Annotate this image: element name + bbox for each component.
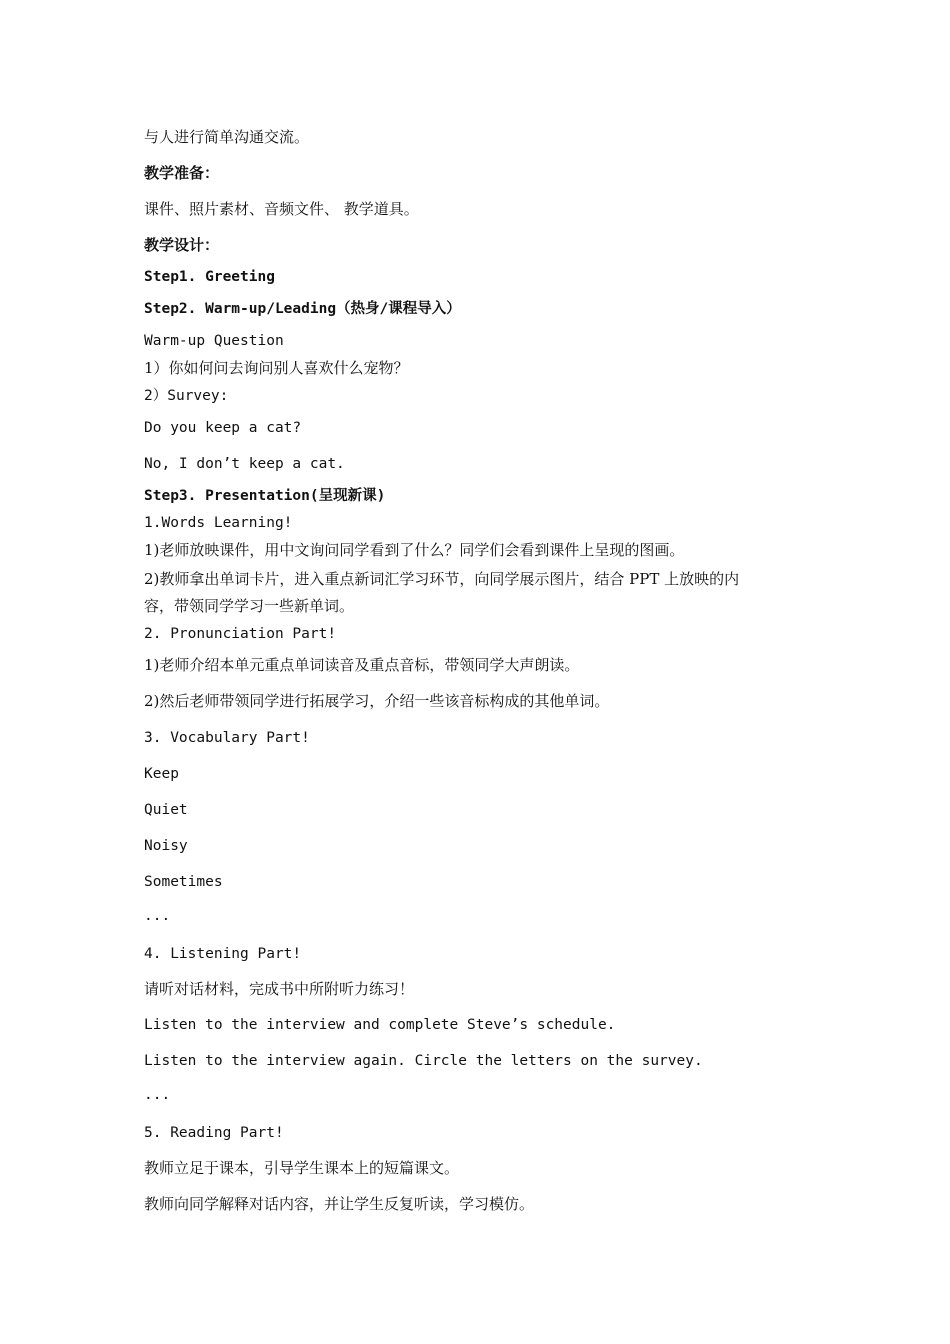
text-line: Listen to the interview again. Circle the letters on the survey. bbox=[144, 1053, 703, 1069]
text-line: 1）你如何问去询问别人喜欢什么宠物？ bbox=[144, 359, 409, 377]
text-line: 容，带领同学学习一些新单词。 bbox=[144, 597, 355, 615]
text-line: 5. Reading Part! bbox=[144, 1125, 284, 1141]
section-heading-design: 教学设计： bbox=[144, 236, 220, 254]
step-heading-3: Step3. Presentation(呈现新课) bbox=[144, 488, 386, 504]
section-heading-preparation: 教学准备： bbox=[144, 164, 220, 182]
text-line: 教师立足于课本，引导学生课本上的短篇课文。 bbox=[144, 1159, 460, 1177]
text-line: 2)教师拿出单词卡片，进入重点新词汇学习环节，向同学展示图片，结合 PPT 上放映的内 bbox=[144, 570, 740, 588]
text-line: 1)老师放映课件，用中文询问同学看到了什么？同学们会看到课件上呈现的图画。 bbox=[144, 541, 685, 559]
step-heading-1: Step1. Greeting bbox=[144, 269, 275, 285]
text-line: 2)然后老师带领同学进行拓展学习，介绍一些该音标构成的其他单词。 bbox=[144, 692, 610, 710]
text-line: Listen to the interview and complete Steve’s schedule. bbox=[144, 1017, 616, 1033]
text-line: 2. Pronunciation Part! bbox=[144, 626, 337, 642]
text-line: 请听对话材料，完成书中所附听力练习！ bbox=[144, 980, 415, 998]
text-line: 2）Survey: bbox=[144, 388, 229, 404]
text-line: 与人进行简单沟通交流。 bbox=[144, 128, 310, 146]
text-line: Quiet bbox=[144, 802, 188, 818]
text-line: ... bbox=[144, 1087, 171, 1103]
text-line: Do you keep a cat? bbox=[144, 420, 302, 436]
text-line: 课件、照片素材、音频文件、 教学道具。 bbox=[144, 200, 419, 218]
text-line: Warm-up Question bbox=[144, 333, 284, 349]
text-line: 3. Vocabulary Part! bbox=[144, 730, 310, 746]
text-line: 教师向同学解释对话内容，并让学生反复听读，学习模仿。 bbox=[144, 1195, 535, 1213]
text-line: ... bbox=[144, 908, 171, 924]
text-line: No, I don’t keep a cat. bbox=[144, 456, 345, 472]
text-line: Noisy bbox=[144, 838, 188, 854]
text-line: Sometimes bbox=[144, 874, 223, 890]
text-line: Keep bbox=[144, 766, 179, 782]
text-line: 1.Words Learning! bbox=[144, 515, 293, 531]
text-line: 1)老师介绍本单元重点单词读音及重点音标，带领同学大声朗读。 bbox=[144, 656, 580, 674]
step-heading-2: Step2. Warm-up/Leading（热身/课程导入） bbox=[144, 301, 461, 317]
text-line: 4. Listening Part! bbox=[144, 946, 302, 962]
